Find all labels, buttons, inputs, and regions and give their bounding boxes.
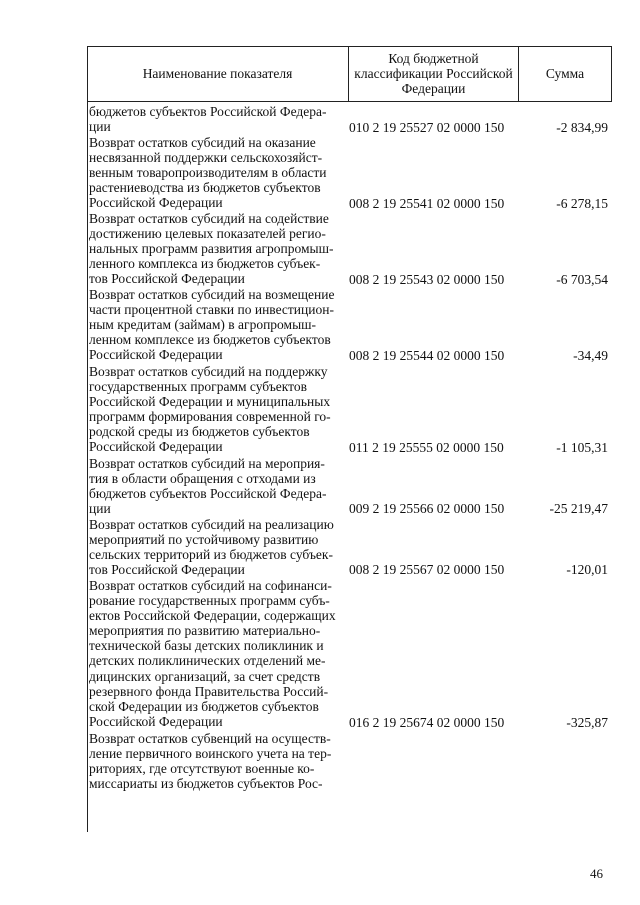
header-name: Наименование показателя — [142, 66, 293, 81]
header-bottom-border — [87, 101, 612, 102]
header-sum: Сумма — [545, 66, 585, 81]
row-name: Возврат остатков субсидий на поддержку государственных программ субъектов Российской Федерации и муниципальных программ формирования современной го- родской среды из бюджетов субъектов Российской Федерации — [89, 364, 331, 455]
row-code: 008 2 19 25567 02 0000 150 — [349, 562, 505, 577]
row-name: Возврат остатков субсидий на реализацию мероприятий по устойчивому развитию сельских территорий из бюджетов субъек- тов Российской Федерации — [89, 517, 334, 578]
header-code: Код бюджетной классификации Российской Федерации — [354, 51, 513, 96]
row-sum: -1 105,31 — [556, 440, 608, 455]
row-name: Возврат остатков субсидий на софинанси- рование государственных программ субъ- ектов Российской Федерации, содержащих мероприятия по развитию материально- технической базы детских поликлиник и детских поликлинических отделений ме- дицинских организаций, за счет средств резервного фонда Правительства Россий- ской Федерации из бюджетов субъектов Российской Федерации — [89, 578, 336, 729]
row-sum: -6 703,54 — [556, 272, 608, 287]
row-name: Возврат остатков субсидий на содействие достижению целевых показателей регио- нальных программ развития агропромыш- ленного комплекса из бюджетов субъек- тов Российской Федерации — [89, 211, 334, 287]
row-name: Возврат остатков субвенций на осуществ- ление первичного воинского учета на тер- риториях, где отсутствуют военные ко- миссариаты из бюджетов субъектов Рос- — [89, 731, 332, 792]
row-code: 008 2 19 25544 02 0000 150 — [349, 348, 505, 363]
row-sum: -325,87 — [566, 715, 608, 730]
row-code: 009 2 19 25566 02 0000 150 — [349, 501, 505, 516]
row-sum: -34,49 — [573, 348, 608, 363]
row-name: бюджетов субъектов Российской Федера- ции — [89, 104, 327, 135]
row-sum: -6 278,15 — [556, 196, 608, 211]
row-name: Возврат остатков субсидий на мероприя- тия в области обращения с отходами из бюджетов субъектов Российской Федера- ции — [89, 456, 327, 517]
row-code: 011 2 19 25555 02 0000 150 — [349, 440, 504, 455]
row-code: 010 2 19 25527 02 0000 150 — [349, 120, 505, 135]
row-name: Возврат остатков субсидий на оказание несвязанной поддержки сельскохозяйст- венным товаропроизводителям в области растениеводства из бюджетов субъектов Российской Федерации — [89, 135, 327, 211]
row-sum: -25 219,47 — [549, 501, 608, 516]
budget-table — [87, 46, 612, 832]
page-number: 46 — [590, 866, 603, 881]
row-name: Возврат остатков субсидий на возмещение части процентной ставки по инвестицион- ным кредитам (займам) в агропромыш- ленном комплексе из бюджетов субъектов Российской Федерации — [89, 287, 335, 363]
row-sum: -120,01 — [566, 562, 608, 577]
table-border-right — [611, 46, 612, 101]
table-border-left — [87, 46, 88, 832]
row-code: 008 2 19 25543 02 0000 150 — [349, 272, 505, 287]
row-code: 008 2 19 25541 02 0000 150 — [349, 196, 505, 211]
row-sum: -2 834,99 — [556, 120, 608, 135]
row-code: 016 2 19 25674 02 0000 150 — [349, 715, 505, 730]
